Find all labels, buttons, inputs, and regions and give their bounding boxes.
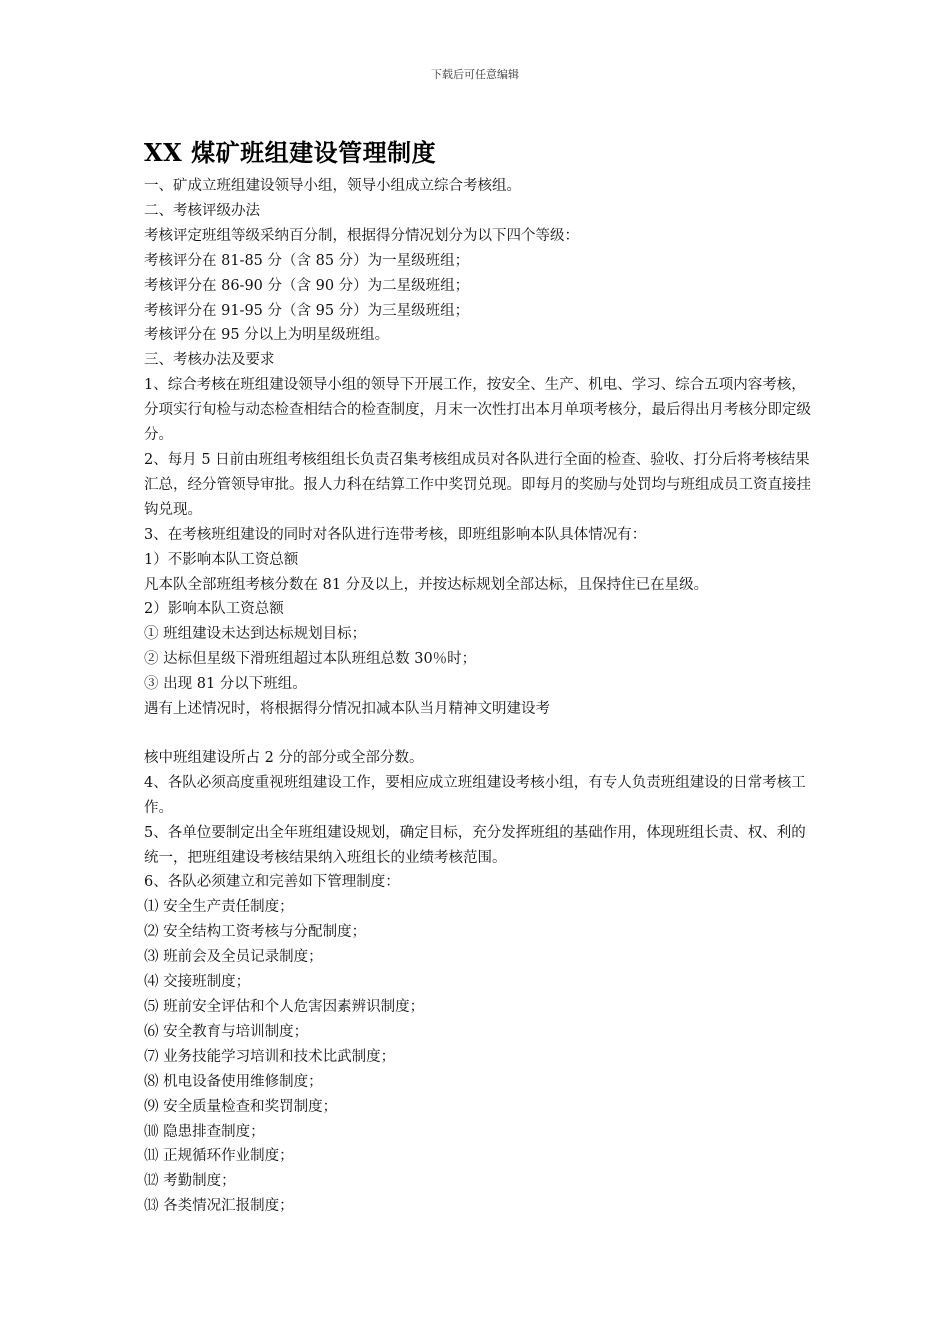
paragraph-subitem-2: 2）影响本队工资总额	[144, 601, 284, 618]
paragraph-item-4: 4、各队必须高度重视班组建设工作，要相应成立班组建设考核小组，有专人负责班组建设的日常考核工作。	[144, 774, 806, 816]
list-item-rule-3: ⑶ 班前会及全员记录制度；	[144, 949, 323, 966]
paragraph-item-6: 6、各队必须建立和完善如下管理制度：	[144, 874, 400, 891]
list-item-rule-13: ⒀ 各类情况汇报制度；	[144, 1198, 294, 1215]
list-item-rule-6: ⑹ 安全教育与培训制度；	[144, 1023, 309, 1040]
list-item-rule-2: ⑵ 安全结构工资考核与分配制度；	[144, 924, 367, 941]
paragraph-grade-three-star: 考核评分在 91-95 分（含 95 分）为三星级班组；	[144, 302, 470, 319]
paragraph-section-1: 一、矿成立班组建设领导小组，领导小组成立综合考核组。	[144, 178, 521, 194]
document-body	[144, 174, 812, 1219]
list-item-rule-8: ⑻ 机电设备使用维修制度；	[144, 1073, 323, 1090]
list-item-rule-4: ⑷ 交接班制度；	[144, 974, 251, 991]
paragraph-item-2: 2、每月 5 日前由班组考核组组长负责召集考核组成员对各队进行全面的检查、验收、打分后将考核结果汇总，经分管领导审批。报人力科在结算工作中奖罚兑现。即每月的奖励与处罚均与班组成员工资直接挂钩兑现。	[144, 451, 811, 518]
paragraph-section-2-heading: 二、考核评级办法	[144, 202, 260, 219]
paragraph-section-3-heading: 三、考核办法及要求	[144, 352, 275, 369]
paragraph-deduction-continued: 核中班组建设所占 2 分的部分或全部分数。	[144, 749, 424, 766]
paragraph-subitem-1-detail: 凡本队全部班组考核分数在 81 分及以上，并按达标规划全部达标，且保持住已在星级。	[144, 576, 709, 593]
paragraph-circle-1: ① 班组建设未达到达标规划目标；	[144, 626, 367, 643]
paragraph-grade-star: 考核评分在 95 分以上为明星级班组。	[144, 327, 390, 344]
paragraph-circle-3: ③ 出现 81 分以下班组。	[144, 676, 307, 693]
document-title: XX 煤矿班组建设管理制度	[144, 138, 437, 167]
paragraph-item-1: 1、综合考核在班组建设领导小组的领导下开展工作，按安全、生产、机电、学习、综合五项内容考核，分项实行旬检与动态检查相结合的检查制度，月末一次性打出本月单项考核分，最后得出月考核分即定级分。	[144, 377, 811, 444]
paragraph-grade-two-star: 考核评分在 86-90 分（含 90 分）为二星级班组；	[144, 277, 470, 294]
header-note: 下载后可任意编辑	[431, 68, 519, 81]
list-item-rule-11: ⑾ 正规循环作业制度；	[144, 1148, 294, 1165]
paragraph-item-5: 5、各单位要制定出全年班组建设规划，确定目标，充分发挥班组的基础作用，体现班组长责、权、利的统一，把班组建设考核结果纳入班组长的业绩考核范围。	[144, 824, 806, 866]
paragraph-subitem-1: 1）不影响本队工资总额	[144, 551, 299, 568]
paragraph-grading-intro: 考核评定班组等级采纳百分制，根据得分情况划分为以下四个等级：	[144, 227, 579, 244]
paragraph-grade-one-star: 考核评分在 81-85 分（含 85 分）为一星级班组；	[144, 252, 470, 269]
paragraph-circle-2: ② 达标但星级下滑班组超过本队班组总数 30％时；	[144, 651, 477, 668]
list-item-rule-12: ⑿ 考勤制度；	[144, 1173, 236, 1190]
paragraph-deduction: 遇有上述情况时，将根据得分情况扣减本队当月精神文明建设考	[144, 701, 550, 718]
paragraph-item-3: 3、在考核班组建设的同时对各队进行连带考核，即班组影响本队具体情况有：	[144, 526, 647, 543]
list-item-rule-10: ⑽ 隐患排查制度；	[144, 1123, 265, 1140]
list-item-rule-7: ⑺ 业务技能学习培训和技术比武制度；	[144, 1048, 396, 1065]
list-item-rule-5: ⑸ 班前安全评估和个人危害因素辨识制度；	[144, 999, 425, 1015]
list-item-rule-9: ⑼ 安全质量检查和奖罚制度；	[144, 1098, 338, 1115]
list-item-rule-1: ⑴ 安全生产责任制度；	[144, 899, 294, 916]
